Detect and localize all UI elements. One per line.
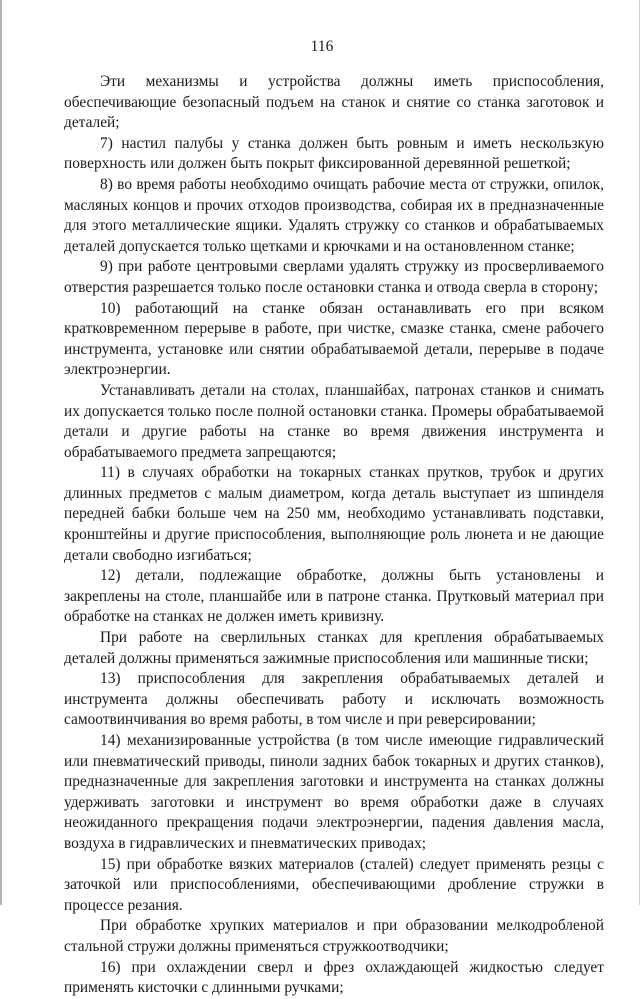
paragraph: При работе на сверлильных станках для крепления обрабатываемых деталей должны применяться зажимные приспособления или машинные тиски;	[64, 629, 604, 667]
paragraph: 10) работающий на станке обязан останавливать его при всяком кратковременном перерыве в работе, при чистке, смазке станка, смене рабочего инструмента, установке или снятии обрабатываемой детали, перерыве в подаче электроэнергии.	[64, 299, 604, 379]
paragraph: Устанавливать детали на столах, планшайбах, патронах станков и снимать их допускается только после полной остановки станка. Промеры обрабатываемой детали и другие работы на станке во время движения инструмента и обрабатываемого предмета запрещаются;	[64, 381, 604, 461]
paragraph: Эти механизмы и устройства должны иметь приспособления, обеспечивающие безопасный подъем на станок и снятие со станка заготовок и деталей;	[64, 73, 604, 132]
paragraph: 14) механизированные устройства (в том числе имеющие гидравлический или пневматический приводы, пиноли задних бабок токарных и других станков), предназначенные для закрепления заготовки и инструмента на станках должны удерживать заготовки и инструмент во время обработки даже в случаях неожиданного прекращения подачи электроэнергии, падения давления масла, воздуха в гидравлических и пневматических приводах;	[64, 732, 604, 852]
paragraph: 7) настил палубы у станка должен быть ровным и иметь нескользкую поверхность или должен быть покрыт фиксированной деревянной решеткой;	[64, 134, 604, 173]
paragraph: 9) при работе центровыми сверлами удалять стружку из просверливаемого отверстия разрешается только после остановки станка и отвода сверла в сторону;	[64, 258, 604, 296]
document-body	[64, 72, 604, 999]
paragraph: 15) при обработке вязких материалов (сталей) следует применять резцы с заточкой или приспособлениями, обеспечивающими дробление стружки в процессе резания.	[64, 855, 604, 914]
paragraph: 13) приспособления для закрепления обрабатываемых деталей и инструмента должны обеспечивать работу и исключать возможность самоотвинчивания во время работы, в том числе и при реверсировании;	[64, 670, 604, 729]
paragraph: 16) при охлаждении сверл и фрез охлаждающей жидкостью следует применять кисточки с длинными ручками;	[64, 958, 604, 997]
paragraph: При обработке хрупких материалов и при образовании мелкодробленой стальной стружи должны применяться стружкоотводчики;	[64, 917, 604, 955]
paragraph: 8) во время работы необходимо очищать рабочие места от стружки, опилок, масляных концов и прочих отходов производства, собирая их в предназначенные для этого металлические ящики. Удалять стружку со станков и обрабатываемых деталей допускается только щетками и крючками и на остановленном станке;	[64, 175, 604, 255]
paragraph: 12) детали, подлежащие обработке, должны быть установлены и закреплены на столе, планшайбе или в патроне станка. Прутковый материал при обработке на станках не должен иметь кривизну.	[64, 567, 604, 626]
paragraph: 11) в случаях обработки на токарных станках прутков, трубок и других длинных предметов с малым диаметром, когда деталь выступает из шпинделя передней бабки больше чем на 250 мм, необходимо устанавливать подставки, кронштейны и другие приспособления, выполняющие роль люнета и не дающие детали свободно изгибаться;	[64, 464, 604, 564]
page-number: 116	[310, 38, 334, 55]
